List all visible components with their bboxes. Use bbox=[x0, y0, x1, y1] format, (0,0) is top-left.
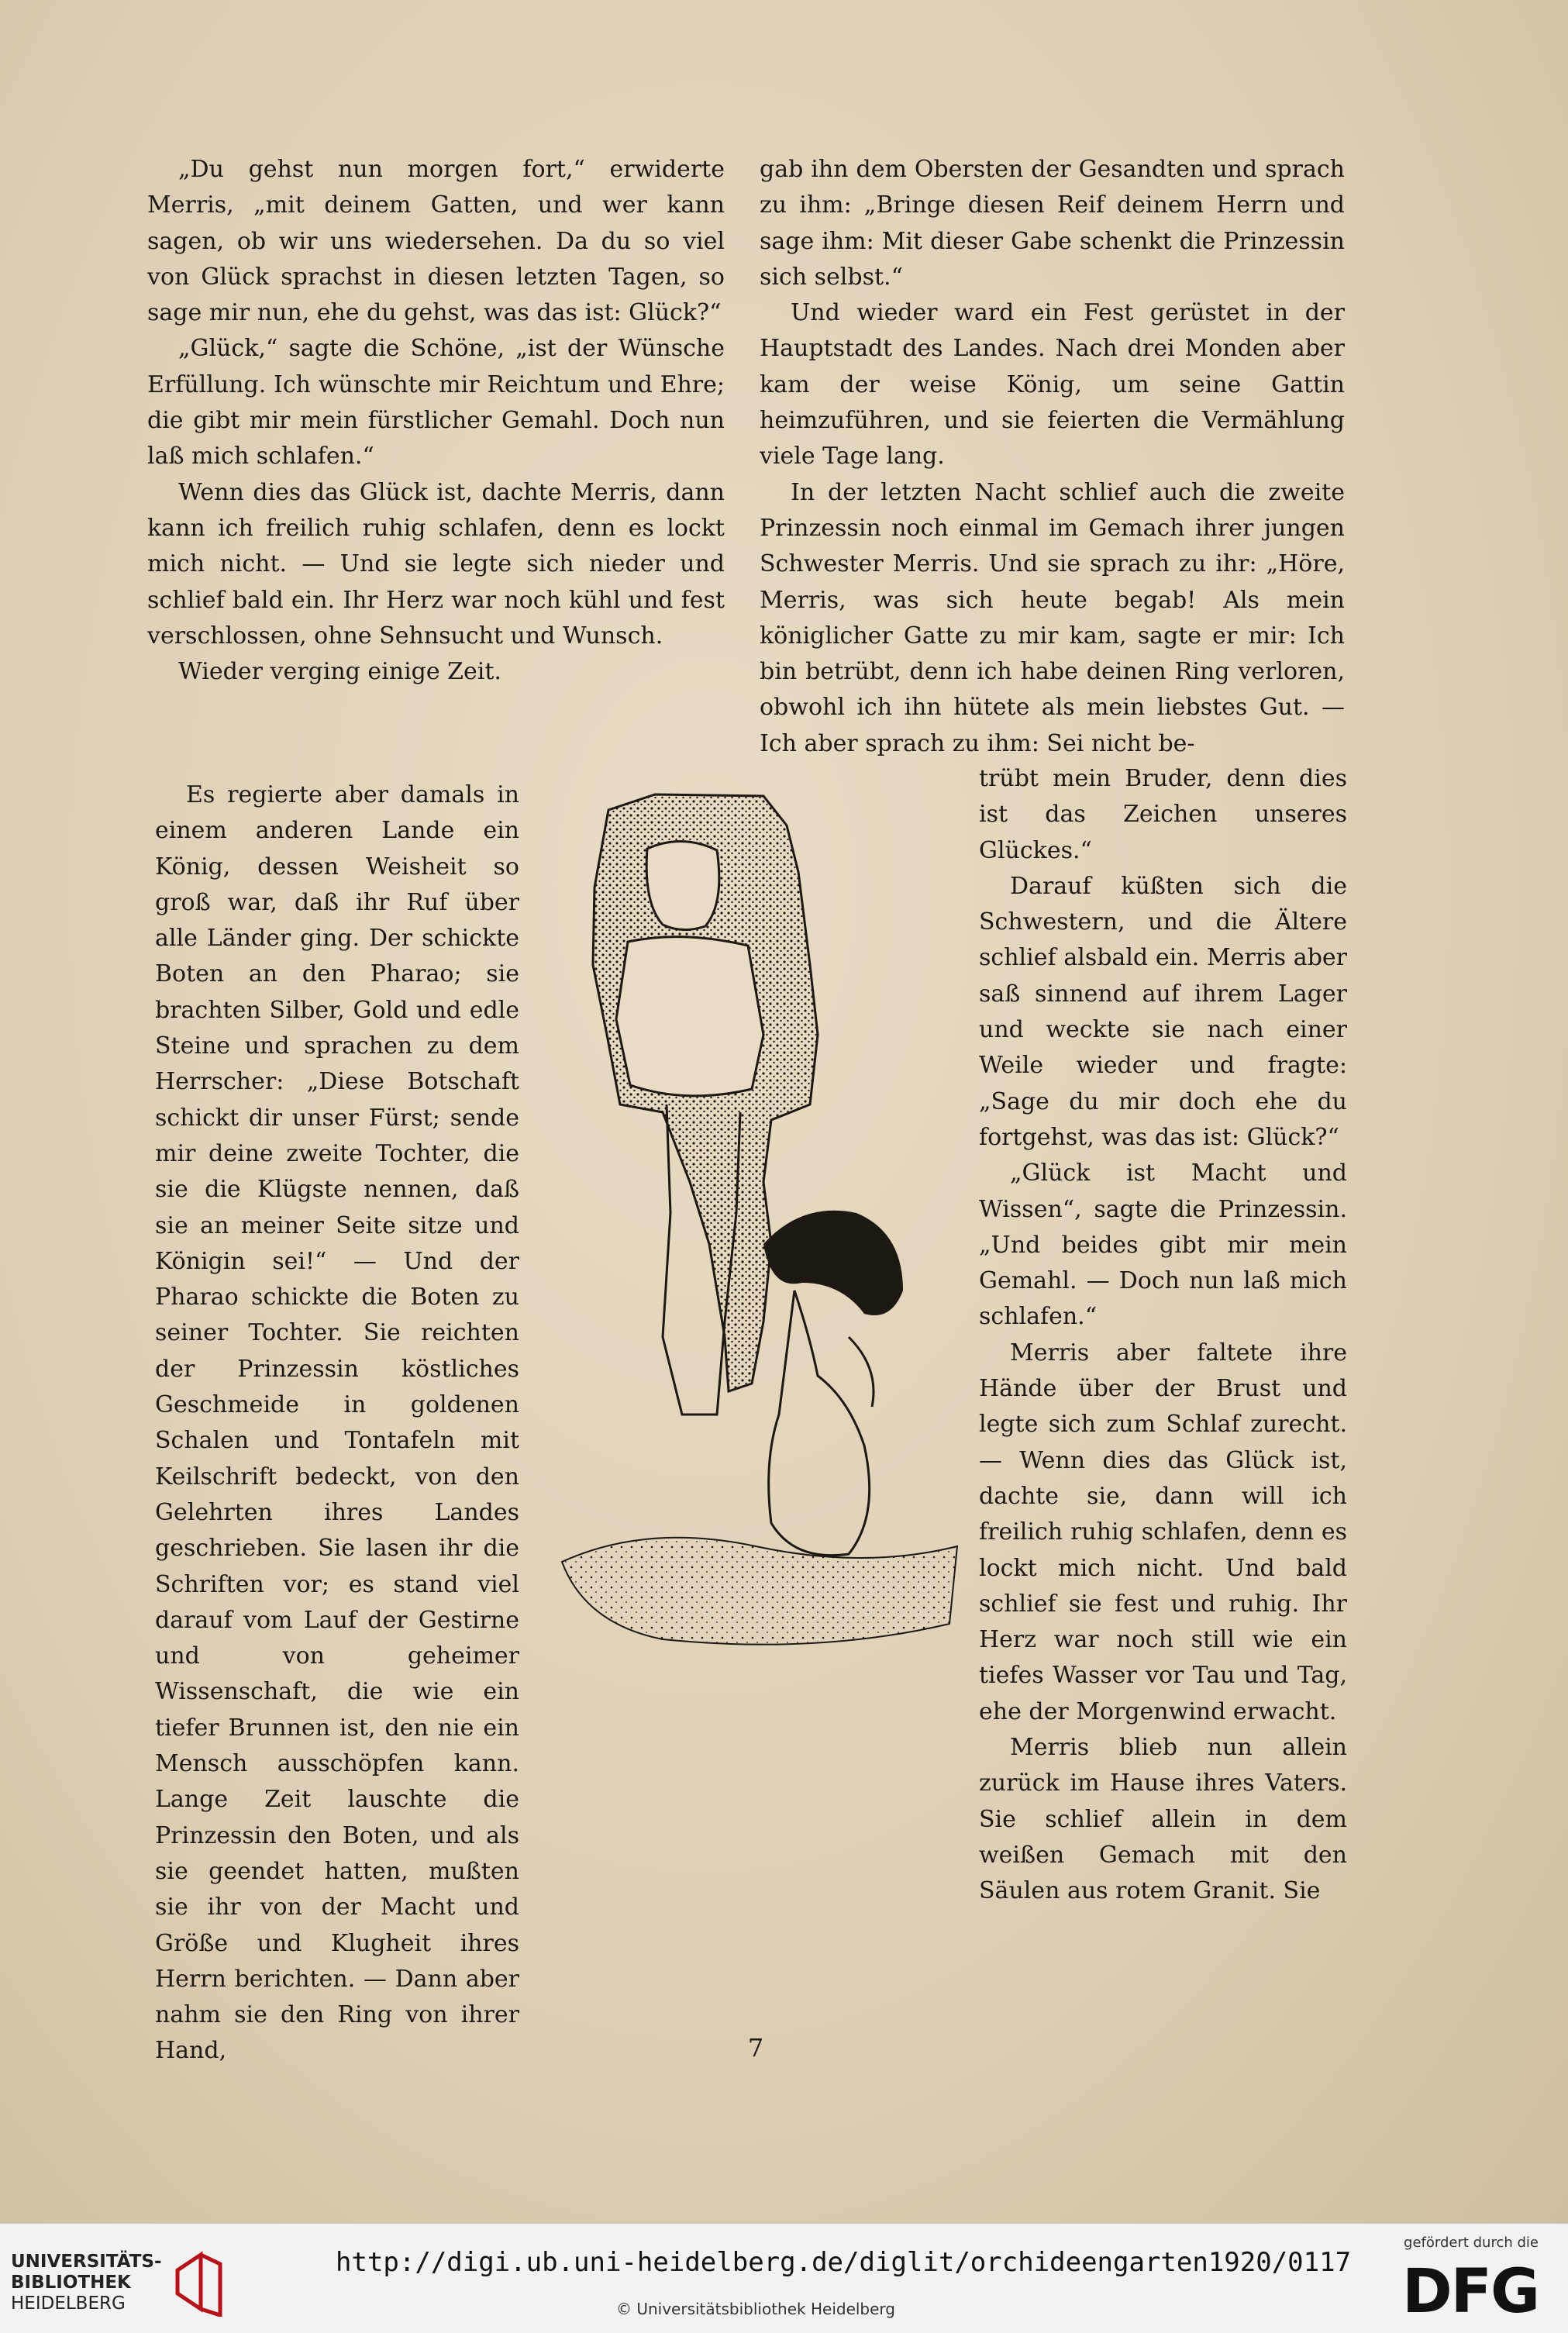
paragraph: gab ihn dem Obersten der Gesandten und sprach zu ihm: „Bringe diesen Reif deinem Herrn und sage ihm: Mit dieser Gabe schenkt die Prinzessin sich selbst.“ bbox=[760, 156, 1345, 291]
paragraph: Wieder verging einige Zeit. bbox=[178, 658, 501, 686]
paragraph: „Glück ist Macht und Wissen“, sagte die Prinzessin. „Und beides gibt mir mein Gemahl. — Doch nun laß mich schlafen.“ bbox=[979, 1160, 1347, 1331]
paragraph: Wenn dies das Glück ist, dachte Merris, dann kann ich freilich ruhig schlafen, denn es lockt mich nicht. — Und sie legte sich nieder und schlief bald ein. Ihr Herz war noch kühl und fest verschlossen, ohne Sehnsucht und Wunsch. bbox=[147, 478, 725, 650]
paragraph: Darauf küßten sich die Schwestern, und die Ältere schlief alsbald ein. Merris aber saß sinnend auf ihrem Lager und weckte sie nach einer Weile wieder und fragte: „Sage du mir doch ehe du fortgehst, was das ist: Glück?“ bbox=[979, 872, 1347, 1151]
library-name: UNIVERSITÄTS- BIBLIOTHEK HEIDELBERG bbox=[11, 2252, 162, 2314]
paragraph: In der letzten Nacht schlief auch die zweite Prinzessin noch einmal im Gemach ihrer jungen Schwester Merris. Und sie sprach zu ihr: „Höre, Merris, was sich heute begab! Als mein königlicher Gatte zu mir kam, sagte er mir: Ich bin betrübt, denn ich habe deinen Ring verloren, obwohl ich ihn hütete als mein liebstes Gut. — Ich aber sprach zu ihm: Sei nicht be- bbox=[760, 478, 1345, 757]
paragraph: trübt mein Bruder, denn dies ist das Zeichen unseres Glückes.“ bbox=[979, 765, 1347, 864]
copyright-notice: © Universitätsbibliothek Heidelberg bbox=[615, 2300, 895, 2318]
standing-figure bbox=[593, 794, 818, 1415]
woodcut-illustration bbox=[539, 779, 973, 1663]
viewer-footer bbox=[0, 2223, 1568, 2333]
paragraph: Merris aber faltete ihre Hände über der Brust und legte sich zum Schlaf zurecht. — Wenn dies das Glück ist, dachte sie, dann will ich freilich ruhig schlafen, denn es lockt mich nicht. Und bald schlief sie fest und ruhig. Ihr Herz war noch still wie ein tiefes Wasser vor Tau und Tag, ehe der Morgenwind erwacht. bbox=[979, 1339, 1347, 1725]
ground bbox=[562, 1538, 957, 1645]
right-column-top-text bbox=[760, 152, 1345, 762]
paragraph: Es regierte aber damals in einem anderen Lande ein König, dessen Weisheit so groß war, daß ihr Ruf über alle Länder ging. Der schickte Boten an den Pharao; sie brachten Silber, Gold und edle Steine und sprachen zu dem Herrscher: „Diese Botschaft schickt dir unser Fürst; sende mir deine zweite Tochter, die sie die Klügste nennen, daß sie an meiner Seite sitze und Königin sei!“ — Und der Pharao schickte die Boten zu seiner Tochter. Sie reichten der Prinzessin köstliches Geschmeide in goldenen Schalen und Tontafeln mit Keilschrift bedeckt, von den Gelehrten ihres Landes geschrieben. Sie lasen ihr die Schriften vor; es stand viel darauf vom Lauf der Gestirne und von geheimer Wissenschaft, die wie ein tiefer Brunnen ist, den nie ein Mensch ausschöpfen kann. Lange Zeit lauschte die Prinzessin den Boten, und als sie geendet hatten, mußten sie ihr von der Macht und Größe und Klugheit ihres Herrn berichten. — Dann aber nahm sie den Ring von ihrer Hand, bbox=[155, 781, 519, 2065]
paragraph: „Glück,“ sagte die Schöne, „ist der Wünsche Erfüllung. Ich wünschte mir Reichtum und Ehre; die gibt mir mein fürstlicher Gemahl. Doch nun laß mich schlafen.“ bbox=[147, 335, 725, 470]
document-url-link[interactable]: http://digi.ub.uni-heidelberg.de/diglit/orchideengarten1920/0117 bbox=[336, 2247, 1352, 2278]
dfg-caption: gefördert durch die bbox=[1404, 2235, 1539, 2251]
kneeling-figure bbox=[763, 1211, 903, 1556]
left-column-bottom-text bbox=[155, 777, 519, 2069]
left-column-top-text bbox=[147, 152, 725, 690]
paragraph: „Du gehst nun morgen fort,“ erwiderte Merris, „mit deinem Gatten, und wer kann sagen, ob wir uns wiedersehen. Da du so viel von Glück sprachst in diesen letzten Tagen, so sage mir nun, ehe du gehst, was das ist: Glück?“ bbox=[147, 156, 725, 327]
paragraph: Merris blieb nun allein zurück im Hause ihres Vaters. Sie schlief allein in dem weißen Gemach mit den Säulen aus rotem Granit. Sie bbox=[979, 1734, 1347, 1905]
paragraph: Und wieder ward ein Fest gerüstet in der Hauptstadt des Landes. Nach drei Monden aber kam der weise König, um seine Gattin heimzuführen, und sie feierten die Vermählung viele Tage lang. bbox=[760, 299, 1345, 470]
dfg-logo[interactable]: DFG bbox=[1401, 2257, 1539, 2327]
page-number: 7 bbox=[747, 2033, 764, 2062]
right-column-bottom-text bbox=[979, 761, 1347, 1910]
